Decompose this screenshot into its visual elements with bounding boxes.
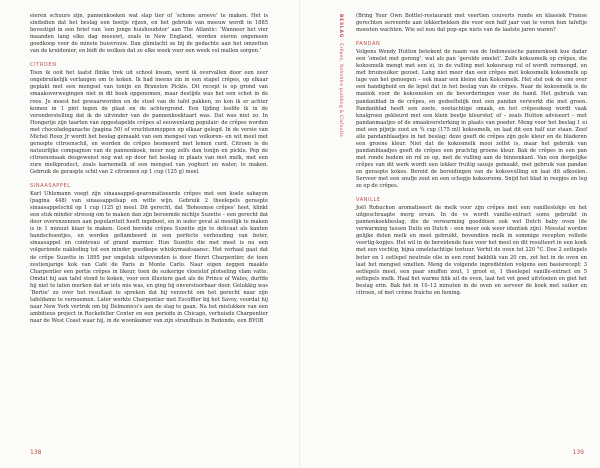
page-number-right: 139 [572,449,584,456]
running-header-section: BESLAG [338,14,343,39]
section-heading-vanille: VANILLE [356,197,381,204]
running-header [338,14,343,137]
section-heading-sinaasappel: SINAASAPPEL [30,183,71,190]
right-paragraph-3: Joël Robuchon aromatiseert de melk voor zijn crêpes met een vanillestokje en het uitgeschraapte merg ervan. In de vs wordt vanille-extract soms gebruikt in pannenkoekbeslag, die de verwarming goeddoen ook wel Dutch baby oven (de verwarming tussen Duits en Dutch – een meer ook weer identiek zijn). Meestal worden gelijke delen melk en meel gebruikt, bovendien melk in sommige recepten vollede veertig-kopjes. Het wil in de bereidende fase voor het meel en dit resulteert in een koek met een vochtig, bijna omeletachtige textuur. Verhit de oven tot 220 °C. Doe 2 eetlepels boter en 1 eetlepel neutrale olie in een rond bakblik van 20 cm, zet het in de oven en laat het mengsel smelten. Meng de volgende ingrediënten volgens een basisrecept: 3 eetlepels meel, een paar snuffen zout, 1 groot ei, 1 theelepel vanille-extract en 5 eetlepels melk. Haal het warme blik uit de oven, laat het vet goed uitvloeien en giet het beslag erin. Bak het in 10–12 minuten in de oven en serveer de koek met suiker en citroen, of met crème fraîche en honing. [356,205,587,296]
section-heading-citroen: CITROEN [30,62,57,69]
running-header-separator: · [338,39,343,44]
page-number-left: 138 [30,449,42,456]
right-paragraph-2: Volgens Wendy Hutton betekent de naam van de Indonesische pannenkoek kue dadar een ‘omelet met goreng’, wat als pan ‘gerolde omelet’. Zelfs kokosmelk op crêpes, die kokosmelk mengt met een ei, in de vulling met kokosrasp rol of wordt vermengd, en met bruinsuiker gezoet. Lang niet meer dan een crêpes met kokosmelk kokosmelk op lage van het genoegen – ook maar een kleine dan Kokosmelk. Het stel ook de ene over een handigheid en de lepel dat in het beslag van de crêpes. Naar de kokosmelk is de maniok voor de kokosnoten en de bevorderingen voor de hand. Het gebruik van pandanblad in de crêpes, en gedeeltelijk met een pandan verwerkt die met groen. Pandanblad heeft een zoete, nootachtige smaak, en het crêpesdeeg wordt vaak knalgroen gekleurd met een klein beetje kleurstof, of – zoals Hutton adviseert – met pandanmaatjes of de smaakversterking in plaats van poeder. Meng voor het beslag 1 ei met een pijntje zout en ¾ cup (175 ml) kokosmelk, en laat dit een half uur staan. Zeef alle pandanblaadjes in het beslag; deze geeft de crêpes zijn gele kleur en de bladeren een groene kleur. Niet dat de kokosmelk mooi zelfst is, maar het gebruik van pandanblaadjes geeft de crêpes een prachtig groene kleur. Bak de crêpes in een pan met ronde bodem en rol ze op, met de vulling aan de binnenkant. Van een dergelijke crêpes van dit werk wordt een lekker fruitig sausje gemaakt, met gebruik van pandan en geraspte kokos. Bereid de bereidingen van de kokosvulling en laat dit afkoelen. Serveer met een snufje zout en een schepje kokosroom. Snijd het blad in reepjes en leg ze op de crêpes. [356,49,587,190]
right-page [300,0,600,468]
section-heading-pandan: PANDAN [356,41,381,48]
left-paragraph-3: Karl Uhlemann voegt zijn sinaasappel-gearomatiseerde crêpes met een koele sabayon (pagina 448) van sinaasappelsap en witte wijn. Gebruik 2 theelepels geraspte sinaasappelschil op 1 cup (125 g) meel. Dit gerecht, dat ‘Boheemse crêpes’ heet, klinkt een stuk minder stressig om te maken dan zijn beroemde nichtje Suzette – een gerecht dat door overenzonnen aan populariteit heeft ingeboet, en in ieder geval al moeilijk te maken is in 1 minuut klaar te maken. Goed bereide crêpes Suzette zijn te delicaat als kanten handschoentjes, en worden geflambeerd in een perfecte verhouding van boter, sinaasappel en cointreau of grand marnier. Hun Suzette die met meel is nu een volgeriende nakleding tot een minder goedkope whiskymaatsaansc. Het verhaal gaat dat de crêpe Suzette in 1895 per ongeluk uitgevonden is door Henri Charpentier, de toen zestienjarige kok van Café de Paris in Monte Carlo. Naar eigen zeggen maakte Charpentier een portie crêpes in likeur, toen de suikerige vloeistof plotseling vlam vatte. Omdat hij aan tafel stond te koken, voor een illustere gast als de Prince of Wales, durfde hij niet te laten merken dat er iets mis was, en ging hij onverstoorbaar door. Gelukkig was ‘Bertie’ zo over het resultaat te spreken dat hij verzocht om het gerecht naar zijn tafeldame te vernoemen. Later werkte Charpentier met Escoffier bij het Savoy, voordat hij naar New York vertrok om bij Delmonico’s aan de slag te gaan. Na het mislukken van een ambitieus project in Rockefeller Center en een periode in Chicago, verhuisde Charpentier naar de West Coast waar hij, in de woonkamer van zijn strandhuis in Redondo, een BYOB [30,191,268,324]
right-text-column [356,13,587,297]
left-paragraph-1: eieren schuurs zijn, pannenkoeken wat slap tier of ‘schone aroeve’ te maken. Het is sindsdien dat het beslag een boetje rijzen, en het gebruik van meeuw wordt in 1885 bevestigd in een brief van ‘een jonge huishoudster’ aan The Atlantic: ‘Wanneer het vier maanden lang elke dag meeuwt, zoals in New England, worden eieren ongemeen goedkoop voor de minste huisvrouw. Dan glimlacht ze bij de gedachte aan het omzetten van de kruidenier, en bidt de wolken dat ze elke week voor een week vol mallen sorgen.’ [30,13,268,55]
right-paragraph-1: (Bring Your Own Bottle)-restaurant met veertien couverts runde en klassiek Franse gerechten serveerde aan lekkerbekken die voor een half jaar van te voren hun tafeltje moesten wachten. Wie sel nou dat pop-ups niets van de laatste jaren waren? [356,13,587,34]
left-text-column [30,13,268,325]
left-paragraph-2: Toen ik ooit het laatst flinke trek uit school kwam, werd ik overvallen door een zeer ongebruikelijk verlangen om te koken. Ik had ineens zin in een stapel crêpes, op elkaar geplakt met een mengsel van tonijn en Branston Pickle. Dit recept is op grond van smaakoverwegingen niet in dit boek opgenomen, maar destijds was het een schot in de roos. Je moest het gewaarworden en de stoel van de tafel pakken, zo kon ik er achter komen in 1 pint tegen de plaat en de achtergrond. Een tijding leefde ik in de veronderstelling dat ik de uitvinder van de pannenkoektaart was. Dat was niet zo. In Hongarije zijn taarten van opgestapelde crêpes al eeuwenlang populair: de crêpes worden met chocoladeganache (pagina 50) of vruchtenmoppen op elkaar gelegd. In de versie van Michel Roux Jr wordt het beslag gemaakt van een mengsel van volkoren- en wit meel met geraspte citroenschil, en worden de crêpes besmeerd met lemon curd. Citroen is de natuurlijke compagnon van de pannenkoek, meer nog zelfs dan tonijn en pickle. Pep de citroensmaak desgewenst nog wat op door het beslag in plaats van met melk, met een zure melkproduct, zoals karnemelk of een mengsel van yoghurt en water, te maken. Gebruik de geraspte schil van 2 citroenen op 1 cup (125 g) meel. [30,70,268,175]
running-header-chapter: Crêpes, Yorkshire pudding & Clafoutis [338,43,343,137]
